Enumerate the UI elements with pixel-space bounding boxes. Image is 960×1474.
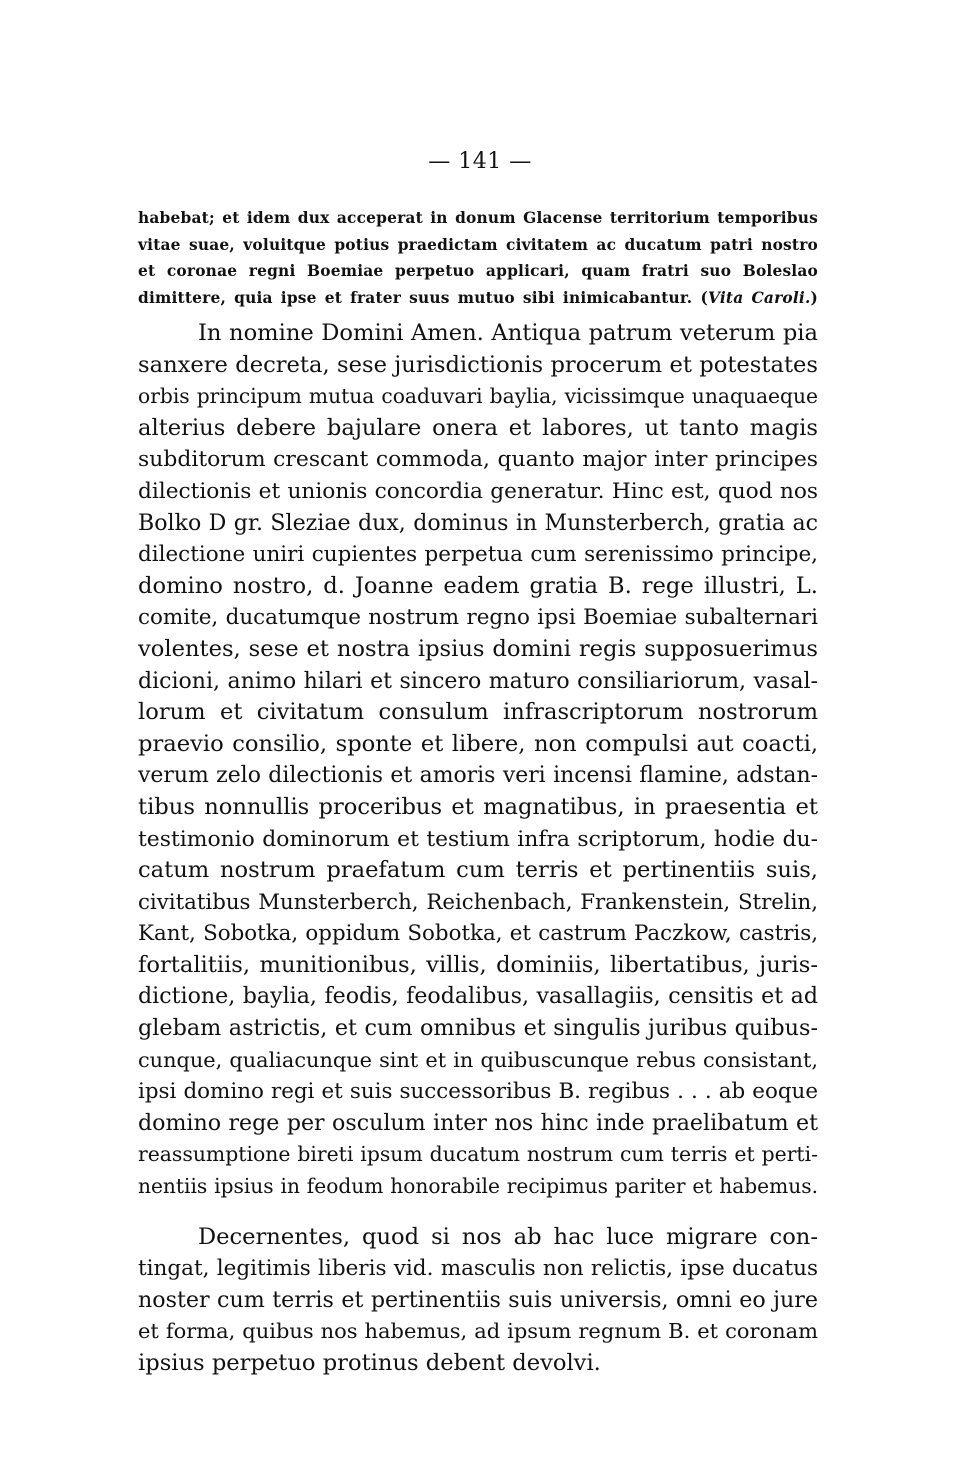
- note-line: vitae suae, voluitque potius praedictam civitatem ac ducatum patri nostro: [138, 235, 818, 254]
- note-line: habebat; et idem dux acceperat in donum Glacense territorium temporibus: [138, 209, 818, 227]
- paragraph-line: volentes, sese et nostra ipsius domini regis supposuerimus: [138, 635, 818, 662]
- main-text: [138, 318, 818, 1380]
- paragraph-line: sanxere decreta, sese jurisdictionis procerum et potestates: [138, 351, 818, 378]
- paragraph-line: verum zelo dilectionis et amoris veri incensi flamine, adstan-: [138, 763, 818, 789]
- paragraph-line: orbis principum mutua coaduvari baylia, vicissimque unaquaeque: [138, 384, 818, 409]
- paragraph-line: nentiis ipsius in feodum honorabile recipimus pariter et habemus.: [138, 1174, 818, 1199]
- paragraph-line: et forma, quibus nos habemus, ad ipsum regnum B. et coronam: [138, 1319, 818, 1344]
- paragraph-line: ipsi domino regi et suis successoribus B. regibus . . . ab eoque: [138, 1079, 818, 1105]
- paragraph-line: tibus nonnullis proceribus et magnatibus, in praesentia et: [138, 793, 818, 820]
- paragraph-line: cunque, qualiacunque sint et in quibuscunque rebus consistant,: [138, 1047, 818, 1072]
- paragraph-line: noster cum terris et pertinentiis suis universis, omni eo jure: [138, 1286, 818, 1313]
- paragraph-line: comite, ducatumque nostrum regno ipsi Boemiae subalternari: [138, 605, 818, 631]
- paragraph-line: In nomine Domini Amen. Antiqua patrum veterum pia: [198, 320, 818, 346]
- paragraph-line: praevio consilio, sponte et libere, non compulsi aut coacti,: [138, 730, 818, 757]
- paragraph-line: dicioni, animo hilari et sincero maturo consiliariorum, vasal-: [138, 668, 818, 694]
- paragraph-line: ipsius perpetuo protinus debent devolvi.: [138, 1350, 601, 1376]
- paragraph-line: civitatibus Munsterberch, Reichenbach, Frankenstein, Strelin,: [138, 889, 818, 915]
- paragraph-line: lorum et civitatum consulum infrascriptorum nostrorum: [138, 699, 818, 726]
- note-line: dimittere, quia ipse et frater suus mutuo sibi inimicabantur.: [138, 288, 693, 307]
- paragraph-line: tingat, legitimis liberis vid. masculis non relictis, ipse ducatus: [138, 1256, 818, 1282]
- paragraph-line: dilectionis et unionis concordia generatur. Hinc est, quod nos: [138, 478, 818, 504]
- paragraph-line: dilectione uniri cupientes perpetua cum serenissimo principe,: [138, 542, 818, 568]
- paragraph-line: testimonio dominorum et testium infra scriptorum, hodie du-: [138, 826, 818, 852]
- note-line: et coronae regni Boemiae perpetuo applicari, quam fratri suo Boleslao: [138, 262, 818, 280]
- paragraph-line: dictione, baylia, feodis, feodalibus, vasallagiis, censitis et ad: [138, 983, 818, 1010]
- paragraph-line: fortalitiis, munitionibus, villis, dominiis, libertatibus, juris-: [138, 951, 818, 978]
- paragraph-line: Bolko D gr. Sleziae dux, dominus in Munsterberch, gratia ac: [138, 510, 818, 536]
- page-number: — 141 —: [428, 149, 532, 174]
- paragraph-line: domino rege per osculum inter nos hinc inde praelibatum et: [138, 1109, 818, 1136]
- paragraph-1: [138, 318, 818, 1203]
- paragraph-line: glebam astrictis, et cum omnibus et singulis juribus quibus-: [138, 1015, 818, 1042]
- paragraph-line: Kant, Sobotka, oppidum Sobotka, et castrum Paczkow, castris,: [138, 921, 818, 947]
- paragraph-line: Decernentes, quod si nos ab hac luce migrare con-: [198, 1223, 818, 1250]
- paragraph-line: subditorum crescant commoda, quanto major inter principes: [138, 447, 818, 473]
- paragraph-line: alterius debere bajulare onera et labores, ut tanto magis: [138, 414, 818, 441]
- paragraph-line: domino nostro, d. Joanne eadem gratia B. rege illustri, L.: [138, 572, 818, 599]
- footnote-block: [138, 205, 818, 311]
- source-open: (: [692, 288, 708, 307]
- source-citation: Vita Caroli.: [707, 288, 811, 307]
- paragraph-line: reassumptione bireti ipsum ducatum nostrum cum terris et perti-: [138, 1142, 818, 1167]
- source-close: ): [810, 288, 818, 307]
- paragraph-line: catum nostrum praefatum cum terris et pertinentiis suis,: [138, 857, 818, 884]
- note-line-with-source: [138, 285, 818, 312]
- paragraph-2: [138, 1222, 818, 1380]
